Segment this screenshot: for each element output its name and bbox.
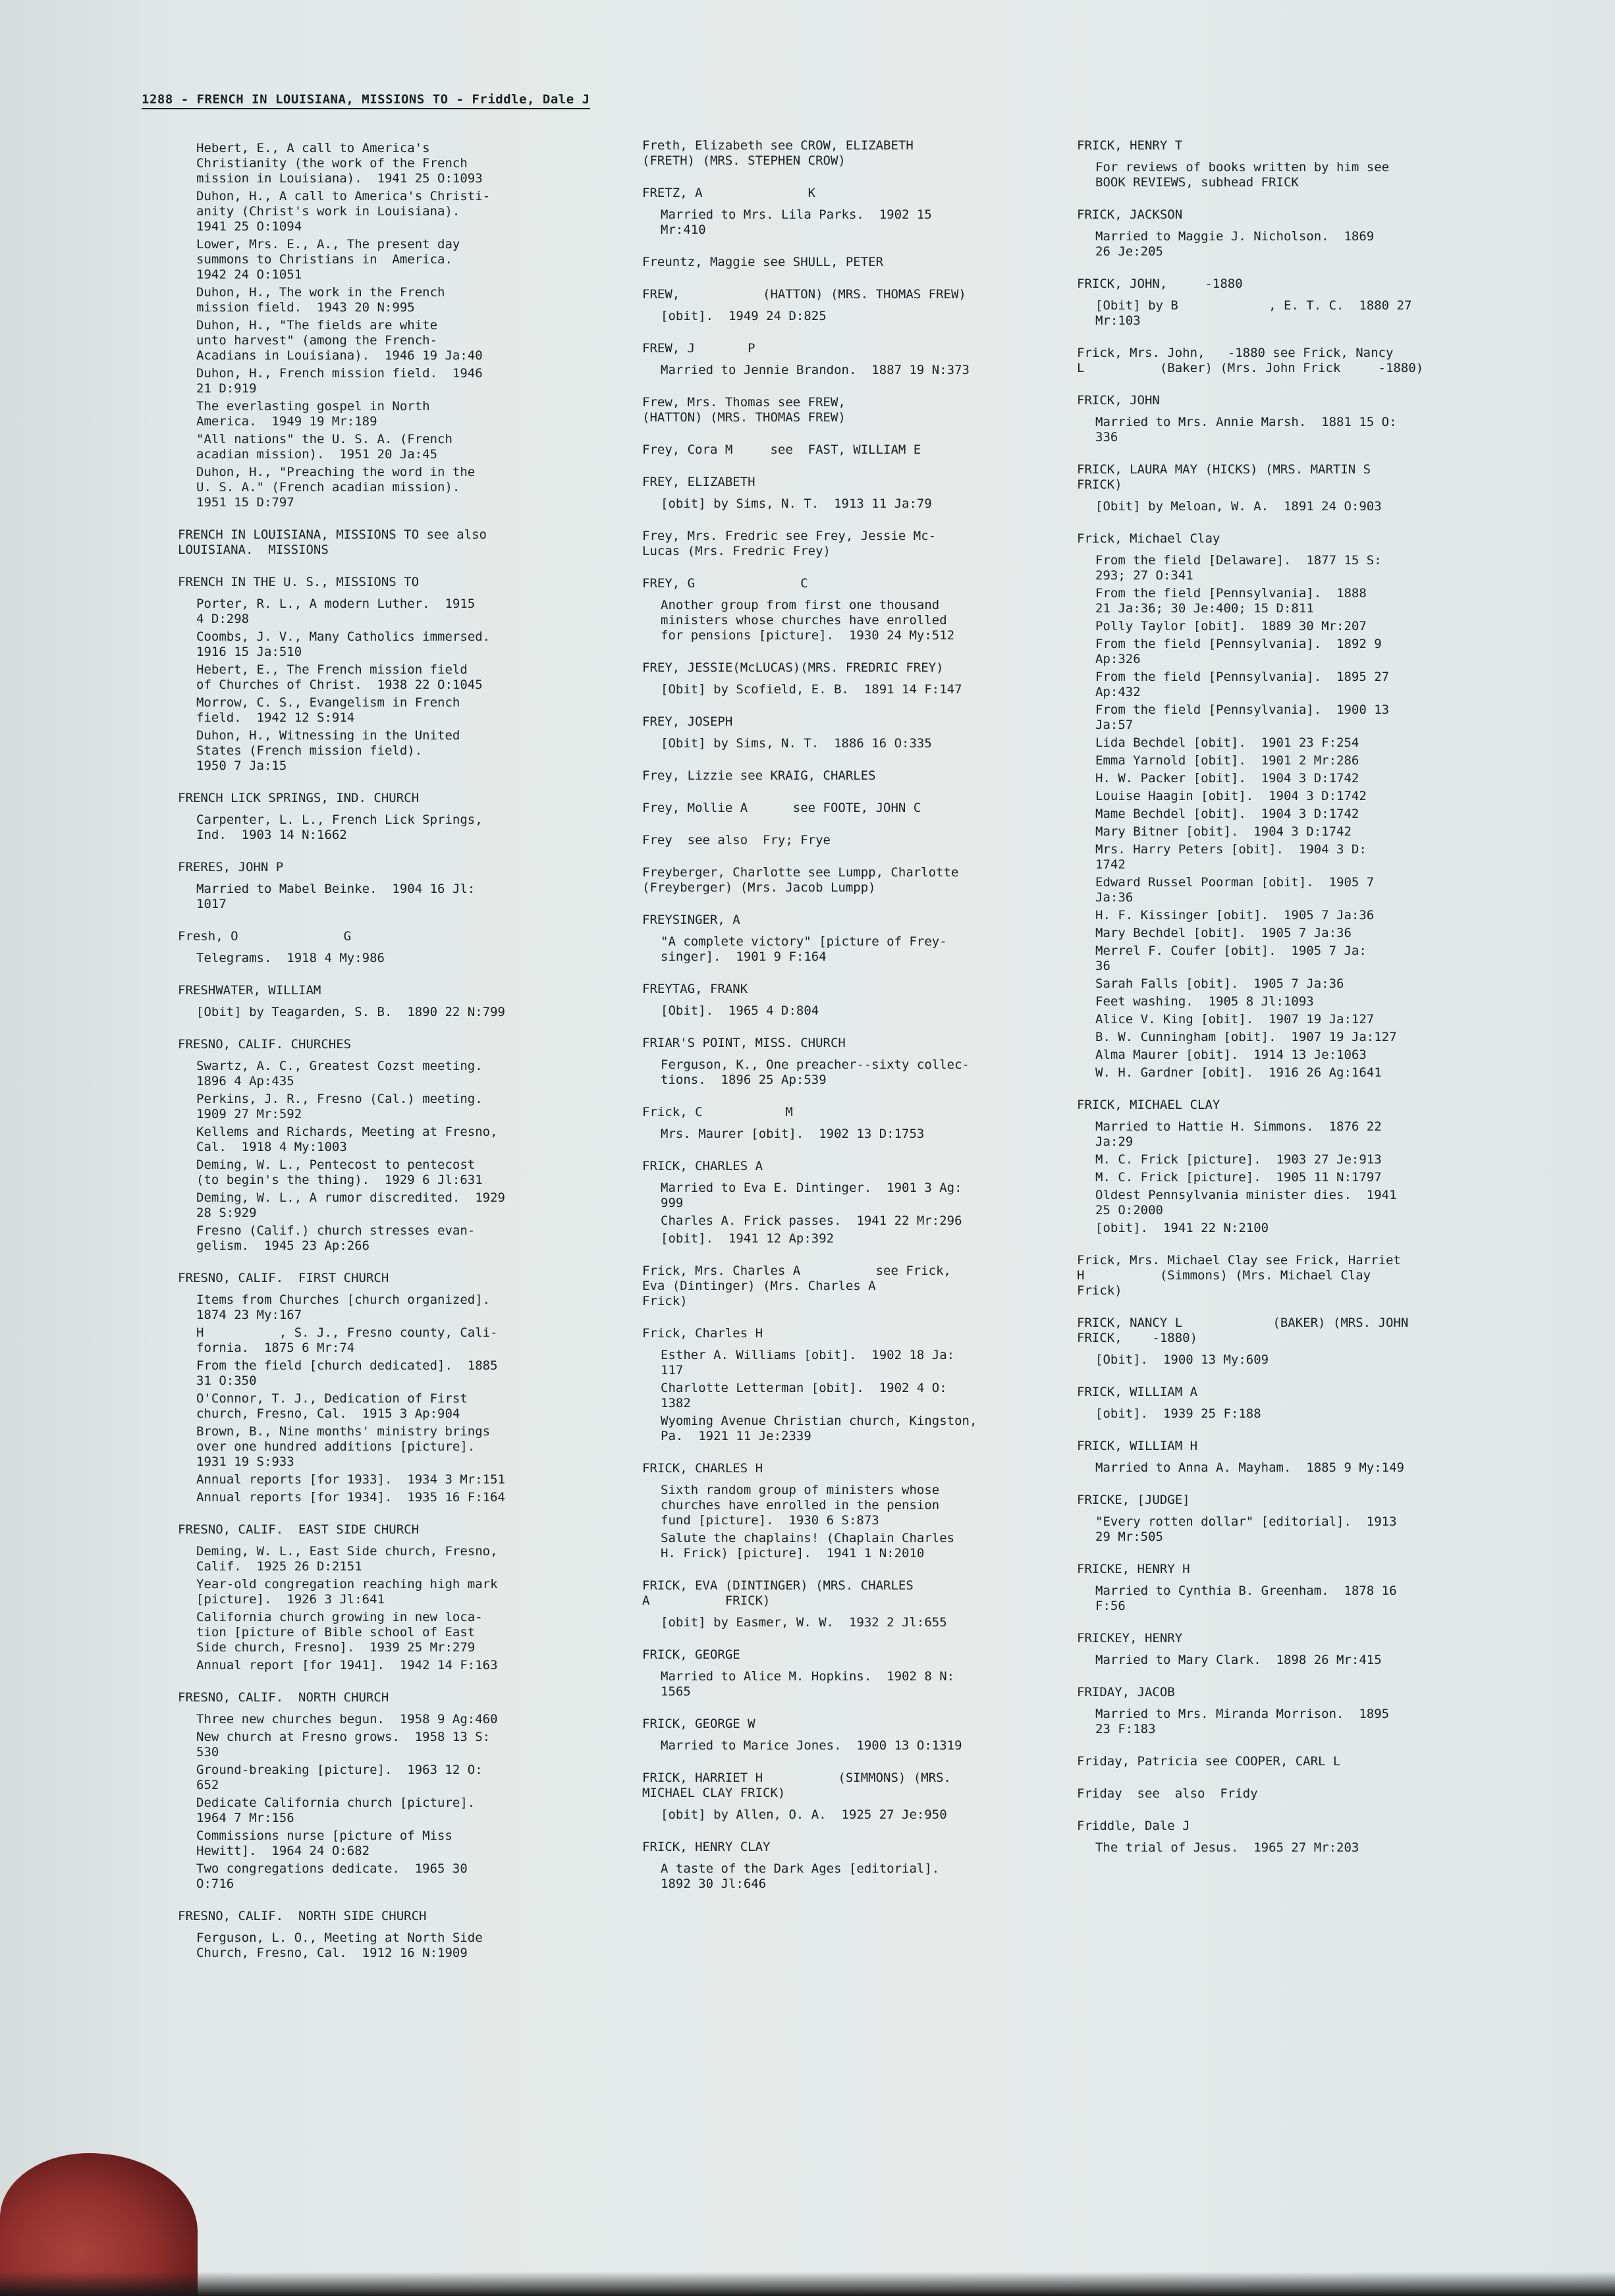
index-entry-group [178, 1690, 599, 1892]
index-citation: Charlotte Letterman [obit]. 1902 4 O: 1382 [661, 1381, 947, 1410]
index-citation: Alice V. King [obit]. 1907 19 Ja:127 [1095, 1012, 1375, 1027]
index-entry-group [642, 1036, 1064, 1088]
index-citation: Morrow, C. S., Evangelism in French field. 1942 12 S:914 [196, 695, 460, 725]
index-citation: H. W. Packer [obit]. 1904 3 D:1742 [1095, 771, 1359, 786]
index-citation: Ground-breaking [picture]. 1963 12 O: 652 [196, 1763, 483, 1792]
index-heading: FREYSINGER, A [642, 913, 740, 927]
index-entry-group [642, 1461, 1064, 1561]
index-citation: Married to Eva E. Dintinger. 1901 3 Ag: 999 [661, 1181, 962, 1210]
index-entry-group [642, 1771, 1064, 1823]
index-citation: W. H. Gardner [obit]. 1916 26 Ag:1641 [1095, 1065, 1382, 1080]
index-entry-group [1077, 277, 1498, 329]
index-entry-group [178, 1037, 599, 1254]
index-entry-group [642, 1326, 1064, 1444]
index-entry-group [642, 1264, 1064, 1309]
index-citation: Deming, W. L., Pentecost to pentecost (to begin's the thing). 1929 6 Jl:631 [196, 1158, 483, 1187]
index-entry-group [642, 660, 1064, 697]
index-citation: New church at Fresno grows. 1958 13 S: 530 [196, 1730, 491, 1759]
index-heading: FRICKE, HENRY H [1077, 1562, 1190, 1576]
index-entry-group [642, 576, 1064, 643]
index-heading: Frick, Michael Clay [1077, 531, 1220, 546]
index-heading: FRICK, NANCY L (BAKER) (MRS. JOHN FRICK, -1880) [1077, 1316, 1409, 1345]
index-heading: FRICK, WILLIAM A [1077, 1385, 1198, 1399]
index-heading: FRICK, GEORGE W [642, 1717, 755, 1731]
index-heading: Frey, Lizzie see KRAIG, CHARLES [642, 768, 876, 783]
index-citation: Married to Anna A. Mayham. 1885 9 My:149 [1095, 1460, 1404, 1475]
index-entry-group [1077, 1631, 1498, 1668]
index-citation: From the field [church dedicated]. 1885 31 O:350 [196, 1358, 498, 1388]
index-entry-group [178, 929, 599, 966]
index-heading: FRICK, CHARLES A [642, 1159, 763, 1173]
index-heading: FRETZ, A K [642, 186, 816, 200]
index-citation: Emma Yarnold [obit]. 1901 2 Mr:286 [1095, 753, 1359, 768]
index-heading: Frick, Mrs. Charles A see Frick, Eva (Dintinger) (Mrs. Charles A Frick) [642, 1264, 951, 1308]
index-citation: Duhon, H., "Preaching the word in the U. S. A." (French acadian mission). 1951 15 D:797 [196, 465, 476, 510]
index-citation: Mary Bitner [obit]. 1904 3 D:1742 [1095, 824, 1352, 839]
index-citation: [obit]. 1939 25 F:188 [1095, 1406, 1261, 1421]
index-entry-group [1077, 1316, 1498, 1368]
index-heading: FREY, G C [642, 576, 808, 591]
index-entry-group [178, 1271, 599, 1505]
index-heading: FREYTAG, FRANK [642, 982, 748, 996]
index-column-3 [1077, 138, 1498, 1855]
index-citation: [Obit]. 1900 13 My:609 [1095, 1352, 1269, 1367]
index-citation: Alma Maurer [obit]. 1914 13 Je:1063 [1095, 1048, 1367, 1062]
index-citation: [obit]. 1941 22 N:2100 [1095, 1221, 1269, 1235]
index-citation: Duhon, H., French mission field. 1946 21 D:919 [196, 366, 483, 396]
index-heading: FRICKEY, HENRY [1077, 1631, 1183, 1645]
index-heading: Fresh, O G [178, 929, 352, 944]
index-column-2 [642, 138, 1064, 1892]
index-citation: Commissions nurse [picture of Miss Hewitt]. 1964 24 O:682 [196, 1829, 452, 1858]
index-citation: [obit]. 1941 12 Ap:392 [661, 1231, 835, 1246]
index-citation: Wyoming Avenue Christian church, Kingston, Pa. 1921 11 Je:2339 [661, 1414, 977, 1443]
index-entry-group [642, 475, 1064, 512]
index-citation: Kellems and Richards, Meeting at Fresno, Cal. 1918 4 My:1003 [196, 1125, 498, 1154]
index-entry-group [1077, 346, 1498, 376]
index-citation: Swartz, A. C., Greatest Cozst meeting. 1896 4 Ap:435 [196, 1059, 483, 1088]
index-citation: Annual reports [for 1934]. 1935 16 F:164 [196, 1490, 505, 1505]
index-heading: Frey, Mrs. Fredric see Frey, Jessie Mc- Lucas (Mrs. Fredric Frey) [642, 529, 937, 558]
index-heading: Friddle, Dale J [1077, 1819, 1190, 1833]
index-heading: FRICK, JOHN [1077, 393, 1160, 408]
index-heading: FRICK, WILLIAM H [1077, 1439, 1198, 1453]
index-citation: [obit]. 1949 24 D:825 [661, 309, 827, 323]
index-column-1 [178, 138, 599, 1961]
index-entry-group [178, 983, 599, 1020]
index-heading: FRICK, CHARLES H [642, 1461, 763, 1476]
index-citation: The everlasting gospel in North America. 1949 19 Mr:189 [196, 399, 430, 429]
index-entry-group [1077, 393, 1498, 445]
index-citation: "A complete victory" [picture of Frey- singer]. 1901 9 F:164 [661, 934, 947, 964]
index-citation: From the field [Pennsylvania]. 1900 13 Ja:57 [1095, 703, 1390, 732]
index-citation: M. C. Frick [picture]. 1905 11 N:1797 [1095, 1170, 1382, 1185]
index-entry-group [1077, 1439, 1498, 1476]
index-entry-group [178, 141, 599, 510]
index-citation: Married to Alice M. Hopkins. 1902 8 N: 1565 [661, 1669, 955, 1699]
index-heading: Friday, Patricia see COOPER, CARL L [1077, 1754, 1341, 1769]
index-heading: FRIAR'S POINT, MISS. CHURCH [642, 1036, 846, 1050]
index-citation: California church growing in new loca- tion [picture of Bible school of East Side church, Fresno]. 1939 25 Mr:279 [196, 1610, 483, 1655]
index-citation: Married to Mrs. Miranda Morrison. 1895 23 F:183 [1095, 1707, 1390, 1736]
index-citation: Deming, W. L., East Side church, Fresno, Calif. 1925 26 D:2151 [196, 1544, 498, 1574]
index-heading: FRESHWATER, WILLIAM [178, 983, 321, 998]
index-citation: Telegrams. 1918 4 My:986 [196, 951, 385, 965]
index-heading: Freuntz, Maggie see SHULL, PETER [642, 255, 884, 269]
index-citation: Duhon, H., "The fields are white unto harvest" (among the French- Acadians in Louisiana). 1946 19 Ja:40 [196, 318, 483, 363]
index-entry-group [178, 1522, 599, 1673]
index-heading: Frick, C M [642, 1105, 793, 1119]
index-citation: Married to Cynthia B. Greenham. 1878 16 F:56 [1095, 1584, 1397, 1613]
index-citation: Married to Mary Clark. 1898 26 Mr:415 [1095, 1653, 1382, 1667]
index-citation: Lower, Mrs. E., A., The present day summons to Christians in America. 1942 24 O:1051 [196, 237, 460, 282]
index-citation: From the field [Pennsylvania]. 1888 21 Ja:36; 30 Je:400; 15 D:811 [1095, 586, 1367, 616]
index-citation: Mame Bechdel [obit]. 1904 3 D:1742 [1095, 807, 1359, 821]
index-citation: Mrs. Maurer [obit]. 1902 13 D:1753 [661, 1127, 925, 1141]
index-heading: FRESNO, CALIF. NORTH SIDE CHURCH [178, 1909, 427, 1923]
index-entry-group [642, 1717, 1064, 1753]
index-citation: Three new churches begun. 1958 9 Ag:460 [196, 1712, 498, 1726]
index-heading: Frey see also Fry; Frye [642, 833, 831, 847]
index-citation: [Obit] by Meloan, W. A. 1891 24 O:903 [1095, 499, 1382, 514]
index-entry-group [1077, 1385, 1498, 1422]
index-citation: Louise Haagin [obit]. 1904 3 D:1742 [1095, 789, 1367, 803]
index-entry-group [642, 341, 1064, 378]
index-citation: Annual report [for 1941]. 1942 14 F:163 [196, 1658, 498, 1672]
index-citation: Ferguson, L. O., Meeting at North Side Church, Fresno, Cal. 1912 16 N:1909 [196, 1931, 483, 1960]
index-citation: Porter, R. L., A modern Luther. 1915 4 D:298 [196, 597, 476, 626]
index-heading: FRICK, LAURA MAY (HICKS) (MRS. MARTIN S FRICK) [1077, 462, 1371, 492]
index-citation: Married to Jennie Brandon. 1887 19 N:373 [661, 363, 970, 377]
index-citation: Feet washing. 1905 8 Jl:1093 [1095, 994, 1314, 1009]
index-entry-group [1077, 207, 1498, 259]
index-entry-group [642, 1578, 1064, 1630]
index-entry-group [1077, 531, 1498, 1081]
index-citation: Mary Bechdel [obit]. 1905 7 Ja:36 [1095, 926, 1352, 940]
index-citation: From the field [Delaware]. 1877 15 S: 293; 27 O:341 [1095, 553, 1382, 583]
index-citation: Esther A. Williams [obit]. 1902 18 Ja: 117 [661, 1348, 955, 1377]
index-citation: [obit] by Easmer, W. W. 1932 2 Jl:655 [661, 1615, 947, 1630]
index-heading: FRESNO, CALIF. NORTH CHURCH [178, 1690, 389, 1705]
index-citation: Items from Churches [church organized]. 1874 23 My:167 [196, 1293, 491, 1322]
index-heading: Frey, Mollie A see FOOTE, JOHN C [642, 801, 921, 815]
index-citation: "Every rotten dollar" [editorial]. 1913 29 Mr:505 [1095, 1514, 1397, 1544]
index-entry-group [178, 575, 599, 774]
index-heading: Friday see also Fridy [1077, 1786, 1258, 1801]
index-citation: Perkins, J. R., Fresno (Cal.) meeting. 1909 27 Mr:592 [196, 1092, 483, 1121]
index-citation: A taste of the Dark Ages [editorial]. 1892 30 Jl:646 [661, 1861, 940, 1891]
index-entry-group [178, 1909, 599, 1961]
index-heading: Frick, Charles H [642, 1326, 763, 1341]
index-citation: H. F. Kissinger [obit]. 1905 7 Ja:36 [1095, 908, 1375, 922]
index-citation: M. C. Frick [picture]. 1903 27 Je:913 [1095, 1152, 1382, 1167]
index-heading: FRENCH LICK SPRINGS, IND. CHURCH [178, 791, 420, 805]
index-heading: FRICK, JOHN, -1880 [1077, 277, 1243, 291]
index-citation: Annual reports [for 1933]. 1934 3 Mr:151 [196, 1472, 505, 1487]
index-entry-group [642, 768, 1064, 784]
index-entry-group [1077, 1819, 1498, 1855]
index-citation: Carpenter, L. L., French Lick Springs, Ind. 1903 14 N:1662 [196, 813, 483, 842]
index-citation: Salute the chaplains! (Chaplain Charles H. Frick) [picture]. 1941 1 N:2010 [661, 1531, 955, 1561]
index-heading: Freth, Elizabeth see CROW, ELIZABETH (FRETH) (MRS. STEPHEN CROW) [642, 138, 914, 168]
index-heading: Frick, Mrs. Michael Clay see Frick, Harriet H (Simmons) (Mrs. Michael Clay Frick) [1077, 1253, 1401, 1298]
index-citation: Year-old congregation reaching high mark [picture]. 1926 3 Jl:641 [196, 1577, 498, 1607]
index-citation: [Obit] by Sims, N. T. 1886 16 O:335 [661, 736, 932, 751]
index-citation: [obit] by Sims, N. T. 1913 11 Ja:79 [661, 496, 932, 511]
index-citation: From the field [Pennsylvania]. 1892 9 Ap:326 [1095, 637, 1382, 666]
index-citation: Two congregations dedicate. 1965 30 O:716 [196, 1861, 468, 1891]
index-entry-group [642, 1647, 1064, 1699]
index-citation: Married to Hattie H. Simmons. 1876 22 Ja:29 [1095, 1119, 1382, 1149]
index-heading: FRESNO, CALIF. FIRST CHURCH [178, 1271, 389, 1285]
index-citation: [obit] by Allen, O. A. 1925 27 Je:950 [661, 1807, 947, 1822]
scan-edge-shadow [0, 2272, 1615, 2296]
index-heading: Freyberger, Charlotte see Lumpp, Charlotte (Freyberger) (Mrs. Jacob Lumpp) [642, 865, 959, 895]
index-heading: FRICK, HENRY CLAY [642, 1840, 771, 1854]
index-heading: FRESNO, CALIF. EAST SIDE CHURCH [178, 1522, 420, 1537]
index-entry-group [642, 714, 1064, 751]
index-heading: FRESNO, CALIF. CHURCHES [178, 1037, 352, 1052]
index-entry-group [642, 801, 1064, 816]
index-citation: Coombs, J. V., Many Catholics immersed. 1916 15 Ja:510 [196, 629, 491, 659]
index-entry-group [1077, 1754, 1498, 1769]
index-entry-group [178, 860, 599, 912]
index-entry-group [642, 1159, 1064, 1246]
index-citation: [Obit]. 1965 4 D:804 [661, 1003, 819, 1018]
index-heading: FRIDAY, JACOB [1077, 1685, 1175, 1699]
index-citation: Married to Maggie J. Nicholson. 1869 26 Je:205 [1095, 229, 1375, 259]
index-citation: From the field [Pennsylvania]. 1895 27 Ap:432 [1095, 670, 1390, 699]
index-citation: Charles A. Frick passes. 1941 22 Mr:296 [661, 1214, 962, 1228]
index-citation: Ferguson, K., One preacher--sixty collec- tions. 1896 25 Ap:539 [661, 1057, 970, 1087]
index-heading: FREY, JESSIE(McLUCAS)(MRS. FREDRIC FREY) [642, 660, 944, 675]
index-citation: B. W. Cunningham [obit]. 1907 19 Ja:127 [1095, 1030, 1397, 1044]
index-heading: FRICK, MICHAEL CLAY [1077, 1098, 1220, 1112]
index-citation: Married to Mrs. Annie Marsh. 1881 15 O: 336 [1095, 415, 1397, 444]
index-citation: Married to Mabel Beinke. 1904 16 Jl: 1017 [196, 882, 476, 911]
index-heading: Frey, Cora M see FAST, WILLIAM E [642, 442, 921, 457]
index-entry-group [178, 791, 599, 843]
index-entry-group [642, 1105, 1064, 1142]
index-citation: [Obit] by Scofield, E. B. 1891 14 F:147 [661, 682, 962, 697]
index-citation: Sixth random group of ministers whose churches have enrolled in the pension fund [picture]. 1930 6 S:873 [661, 1483, 940, 1528]
index-entry-group [1077, 1098, 1498, 1236]
index-entry-group [642, 186, 1064, 238]
index-citation: [Obit] by B , E. T. C. 1880 27 Mr:103 [1095, 298, 1412, 328]
index-citation: Lida Bechdel [obit]. 1901 23 F:254 [1095, 735, 1359, 750]
index-entry-group [642, 913, 1064, 965]
index-entry-group [642, 395, 1064, 425]
index-citation: Hebert, E., A call to America's Christianity (the work of the French mission in Louisiana). 1941 25 O:1093 [196, 141, 483, 186]
index-citation: O'Connor, T. J., Dedication of First church, Fresno, Cal. 1915 3 Ap:904 [196, 1391, 468, 1421]
index-entry-group [1077, 1253, 1498, 1298]
index-entry-group [1077, 1685, 1498, 1737]
index-heading: FRENCH IN THE U. S., MISSIONS TO [178, 575, 420, 589]
index-citation: Duhon, H., Witnessing in the United States (French mission field). 1950 7 Ja:15 [196, 728, 460, 773]
index-citation: Married to Mrs. Lila Parks. 1902 15 Mr:410 [661, 207, 932, 237]
index-heading: FRICK, HARRIET H (SIMMONS) (MRS. MICHAEL CLAY FRICK) [642, 1771, 951, 1800]
index-entry-group [178, 527, 599, 558]
index-heading: Frew, Mrs. Thomas see FREW, (HATTON) (MRS. THOMAS FREW) [642, 395, 846, 425]
index-entry-group [642, 442, 1064, 458]
index-heading: FRICK, GEORGE [642, 1647, 740, 1662]
index-entry-group [1077, 462, 1498, 514]
index-citation: The trial of Jesus. 1965 27 Mr:203 [1095, 1840, 1359, 1855]
index-citation: Fresno (Calif.) church stresses evan- gelism. 1945 23 Ap:266 [196, 1223, 476, 1253]
index-citation: Oldest Pennsylvania minister dies. 1941 25 O:2000 [1095, 1188, 1397, 1217]
index-citation: Dedicate California church [picture]. 1964 7 Mr:156 [196, 1796, 476, 1825]
index-citation: Sarah Falls [obit]. 1905 7 Ja:36 [1095, 976, 1344, 991]
index-heading: FREW, (HATTON) (MRS. THOMAS FREW) [642, 287, 966, 302]
index-heading: FRICKE, [JUDGE] [1077, 1493, 1190, 1507]
index-citation: Brown, B., Nine months' ministry brings over one hundred additions [picture]. 1931 19 S:933 [196, 1424, 491, 1469]
index-citation: "All nations" the U. S. A. (French acadian mission). 1951 20 Ja:45 [196, 432, 452, 462]
index-citation: [Obit] by Teagarden, S. B. 1890 22 N:799 [196, 1005, 505, 1019]
index-citation: Married to Marice Jones. 1900 13 O:1319 [661, 1738, 962, 1753]
index-heading: FREY, ELIZABETH [642, 475, 755, 489]
index-heading: FRICK, JACKSON [1077, 207, 1183, 222]
running-head: 1288 - FRENCH IN LOUISIANA, MISSIONS TO - Friddle, Dale J [142, 92, 590, 109]
index-heading: FRENCH IN LOUISIANA, MISSIONS TO see also LOUISIANA. MISSIONS [178, 527, 487, 557]
index-citation: H , S. J., Fresno county, Cali- fornia. 1875 6 Mr:74 [196, 1325, 498, 1355]
index-citation: Polly Taylor [obit]. 1889 30 Mr:207 [1095, 619, 1367, 633]
index-entry-group [642, 1840, 1064, 1892]
index-entry-group [1077, 138, 1498, 190]
index-heading: FREY, JOSEPH [642, 714, 733, 729]
index-entry-group [642, 833, 1064, 848]
index-heading: FRICK, HENRY T [1077, 138, 1183, 153]
index-citation: For reviews of books written by him see BOOK REVIEWS, subhead FRICK [1095, 160, 1390, 190]
index-entry-group [1077, 1562, 1498, 1614]
index-citation: Duhon, H., The work in the French mission field. 1943 20 N:995 [196, 285, 445, 315]
index-entry-group [642, 255, 1064, 270]
index-entry-group [1077, 1786, 1498, 1802]
index-entry-group [642, 865, 1064, 895]
index-heading: Frick, Mrs. John, -1880 see Frick, Nancy L (Baker) (Mrs. John Frick -1880) [1077, 346, 1424, 375]
index-entry-group [1077, 1493, 1498, 1545]
index-entry-group [642, 287, 1064, 324]
index-entry-group [642, 138, 1064, 169]
index-heading: FRERES, JOHN P [178, 860, 284, 874]
index-citation: Mrs. Harry Peters [obit]. 1904 3 D: 1742 [1095, 842, 1367, 872]
index-citation: Edward Russel Poorman [obit]. 1905 7 Ja:36 [1095, 875, 1375, 905]
index-citation: Merrel F. Coufer [obit]. 1905 7 Ja: 36 [1095, 944, 1367, 973]
index-citation: Hebert, E., The French mission field of Churches of Christ. 1938 22 O:1045 [196, 662, 483, 692]
index-heading: FRICK, EVA (DINTINGER) (MRS. CHARLES A FRICK) [642, 1578, 914, 1608]
index-entry-group [642, 982, 1064, 1019]
index-entry-group [642, 529, 1064, 559]
index-citation: Another group from first one thousand ministers whose churches have enrolled for pensions [picture]. 1930 24 My:512 [661, 598, 955, 643]
index-citation: Deming, W. L., A rumor discredited. 1929 28 S:929 [196, 1190, 505, 1220]
index-heading: FREW, J P [642, 341, 755, 356]
index-citation: Duhon, H., A call to America's Christi- anity (Christ's work in Louisiana). 1941 25 O:1094 [196, 189, 491, 234]
